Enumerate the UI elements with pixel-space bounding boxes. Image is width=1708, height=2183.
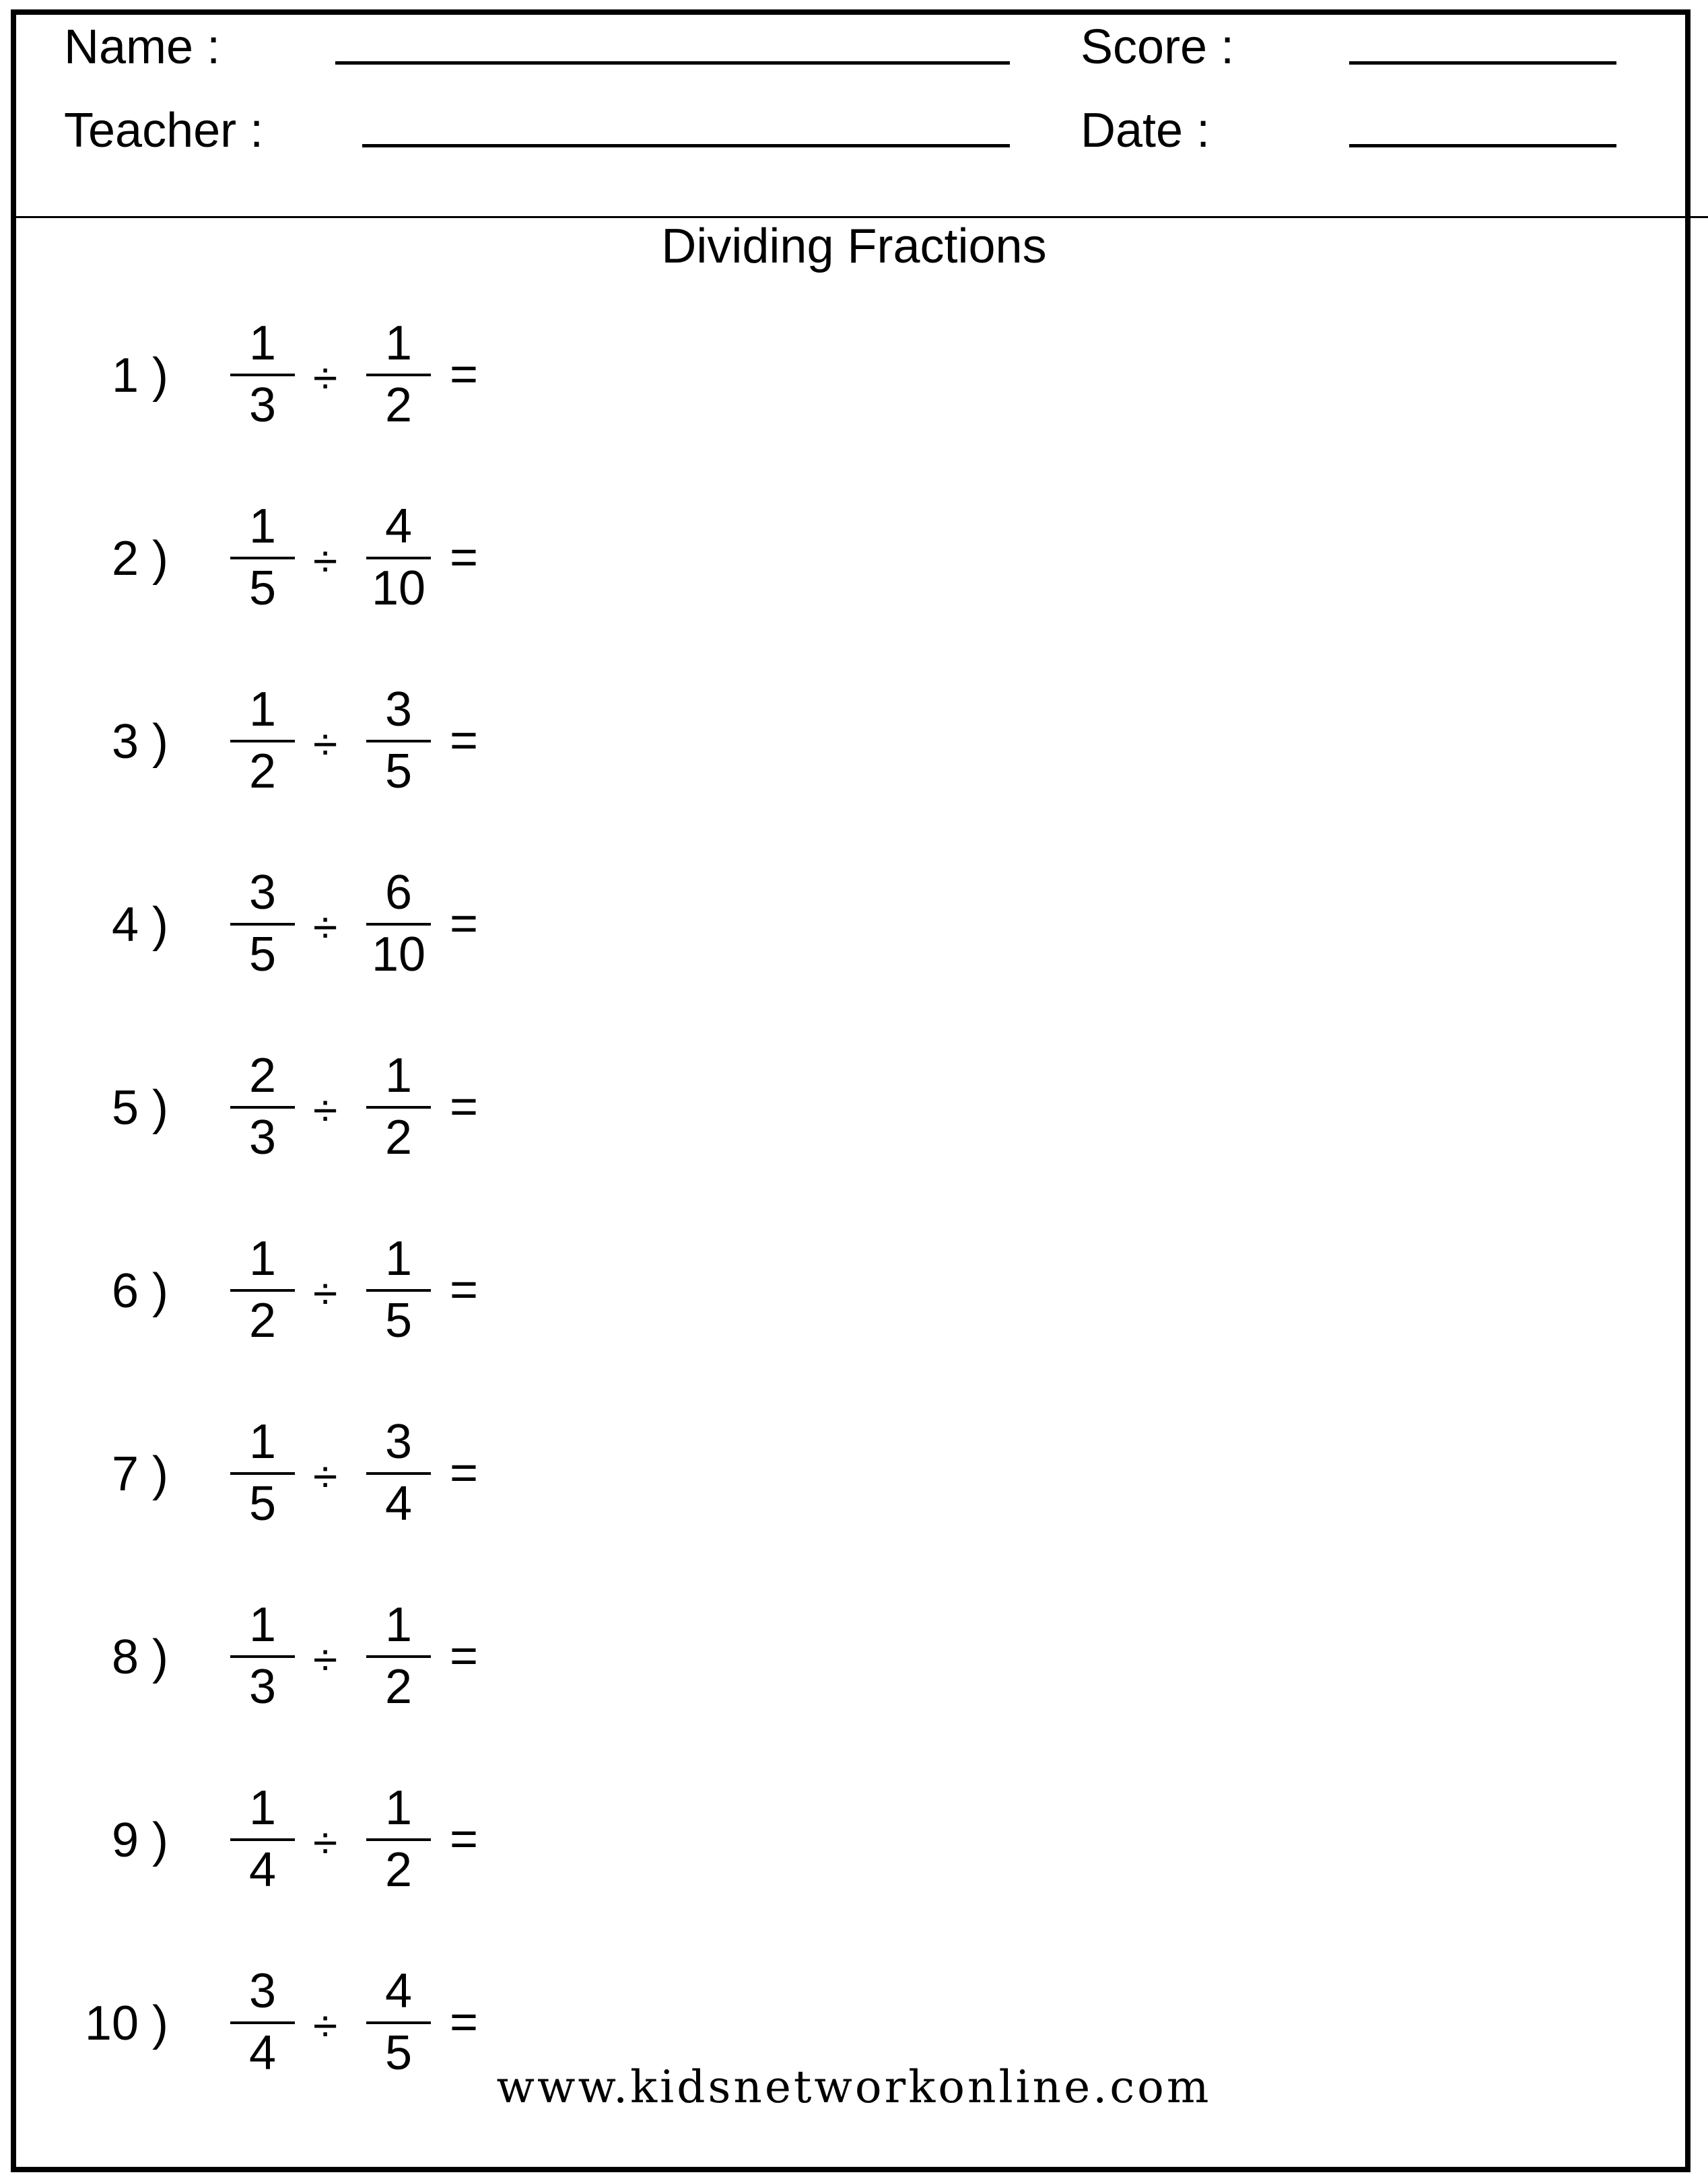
divisor-fraction	[366, 1776, 431, 1904]
problem-number: 7 )	[111, 1447, 168, 1501]
dividend-fraction	[230, 1593, 295, 1721]
dividend-fraction	[230, 860, 295, 988]
dividend-denominator: 4	[248, 2026, 277, 2080]
fraction-bar	[230, 1838, 295, 1841]
equals-sign: =	[450, 1812, 479, 1866]
divisor-denominator: 2	[384, 1111, 413, 1165]
problem-number: 4 )	[111, 898, 168, 952]
dividend-numerator: 1	[248, 1598, 277, 1652]
divisor-denominator: 4	[384, 1477, 413, 1531]
equals-sign: =	[450, 714, 479, 767]
dividend-denominator: 2	[248, 744, 277, 798]
divide-sign: ÷	[313, 2001, 338, 2050]
fraction-bar	[230, 1472, 295, 1475]
fraction-bar	[366, 1289, 431, 1292]
divide-sign: ÷	[313, 1817, 338, 1867]
problem-number: 6 )	[111, 1264, 168, 1318]
fraction-bar	[366, 1655, 431, 1658]
divisor-numerator: 1	[384, 1598, 413, 1652]
dividend-denominator: 5	[248, 928, 277, 981]
equals-sign: =	[450, 1080, 479, 1134]
problem-4	[0, 860, 606, 995]
problem-number: 10 )	[84, 1997, 168, 2050]
score-label: Score :	[1081, 20, 1235, 74]
fraction-bar	[230, 557, 295, 559]
divisor-numerator: 1	[384, 1232, 413, 1286]
divisor-denominator: 5	[384, 2026, 413, 2080]
equals-sign: =	[450, 897, 479, 950]
divisor-numerator: 6	[384, 866, 413, 920]
divisor-numerator: 4	[384, 1964, 413, 2018]
divide-sign: ÷	[313, 902, 338, 952]
fraction-bar	[230, 923, 295, 926]
problem-2	[0, 494, 606, 629]
dividend-denominator: 3	[248, 1111, 277, 1165]
divisor-denominator: 5	[384, 1294, 413, 1348]
dividend-denominator: 3	[248, 1660, 277, 1714]
dividend-fraction	[230, 677, 295, 805]
divide-sign: ÷	[313, 1268, 338, 1318]
equals-sign: =	[450, 347, 479, 401]
teacher-field[interactable]	[362, 144, 1010, 147]
divisor-fraction	[366, 1043, 431, 1171]
divisor-fraction	[366, 311, 431, 439]
problem-number: 9 )	[111, 1813, 168, 1867]
problem-number: 3 )	[111, 715, 168, 769]
teacher-label: Teacher :	[64, 104, 264, 158]
dividend-numerator: 3	[248, 1964, 277, 2018]
problem-8	[0, 1593, 606, 1727]
dividend-numerator: 2	[248, 1049, 277, 1103]
divisor-numerator: 1	[384, 316, 413, 370]
dividend-denominator: 5	[248, 561, 277, 615]
dividend-numerator: 3	[248, 866, 277, 920]
dividend-fraction	[230, 1776, 295, 1904]
fraction-bar	[230, 1289, 295, 1292]
divisor-fraction	[366, 1410, 431, 1537]
divisor-denominator: 2	[384, 1843, 413, 1897]
dividend-numerator: 1	[248, 1232, 277, 1286]
problem-number: 2 )	[111, 532, 168, 586]
divide-sign: ÷	[313, 536, 338, 586]
divisor-fraction	[366, 1593, 431, 1721]
dividend-numerator: 1	[248, 499, 277, 553]
fraction-bar	[230, 374, 295, 376]
divisor-numerator: 1	[384, 1049, 413, 1103]
dividend-denominator: 4	[248, 1843, 277, 1897]
divisor-fraction	[366, 677, 431, 805]
dividend-denominator: 2	[248, 1294, 277, 1348]
equals-sign: =	[450, 1446, 479, 1500]
fraction-bar	[230, 2021, 295, 2024]
divide-sign: ÷	[313, 353, 338, 403]
divisor-numerator: 4	[384, 499, 413, 553]
fraction-bar	[366, 557, 431, 559]
problem-number: 1 )	[111, 349, 168, 403]
equals-sign: =	[450, 1263, 479, 1317]
divisor-denominator: 2	[384, 378, 413, 432]
dividend-numerator: 1	[248, 1415, 277, 1469]
divide-sign: ÷	[313, 1451, 338, 1501]
equals-sign: =	[450, 1995, 479, 2049]
divisor-numerator: 3	[384, 1415, 413, 1469]
equals-sign: =	[450, 530, 479, 584]
divide-sign: ÷	[313, 1085, 338, 1135]
problem-9	[0, 1776, 606, 1910]
date-label: Date :	[1081, 104, 1210, 158]
dividend-numerator: 1	[248, 316, 277, 370]
header-divider	[13, 216, 1708, 218]
name-field[interactable]	[335, 61, 1010, 65]
equals-sign: =	[450, 1629, 479, 1683]
problem-6	[0, 1226, 606, 1361]
divisor-fraction	[366, 860, 431, 988]
divide-sign: ÷	[313, 719, 338, 769]
dividend-fraction	[230, 1226, 295, 1354]
fraction-bar	[366, 2021, 431, 2024]
divisor-denominator: 10	[371, 561, 426, 615]
date-field[interactable]	[1349, 144, 1616, 147]
dividend-fraction	[230, 1043, 295, 1171]
problem-number: 5 )	[111, 1081, 168, 1135]
problem-5	[0, 1043, 606, 1178]
fraction-bar	[366, 923, 431, 926]
worksheet-title: Dividing Fractions	[661, 219, 1047, 273]
dividend-fraction	[230, 311, 295, 439]
divisor-numerator: 1	[384, 1781, 413, 1835]
dividend-fraction	[230, 494, 295, 622]
divide-sign: ÷	[313, 1634, 338, 1684]
problem-number: 8 )	[111, 1630, 168, 1684]
fraction-bar	[366, 1838, 431, 1841]
divisor-denominator: 5	[384, 744, 413, 798]
fraction-bar	[366, 374, 431, 376]
dividend-denominator: 3	[248, 378, 277, 432]
problem-3	[0, 677, 606, 812]
dividend-denominator: 5	[248, 1477, 277, 1531]
fraction-bar	[366, 1472, 431, 1475]
dividend-fraction	[230, 1410, 295, 1537]
divisor-numerator: 3	[384, 683, 413, 736]
fraction-bar	[366, 740, 431, 742]
divisor-denominator: 2	[384, 1660, 413, 1714]
fraction-bar	[230, 1655, 295, 1658]
fraction-bar	[230, 1106, 295, 1109]
problem-1	[0, 311, 606, 446]
score-field[interactable]	[1349, 61, 1616, 65]
name-label: Name :	[64, 20, 221, 74]
divisor-fraction	[366, 494, 431, 622]
website-footer: www.kidsnetworkonline.com	[496, 2061, 1212, 2113]
problem-7	[0, 1410, 606, 1544]
fraction-bar	[366, 1106, 431, 1109]
fraction-bar	[230, 740, 295, 742]
divisor-denominator: 10	[371, 928, 426, 981]
dividend-numerator: 1	[248, 1781, 277, 1835]
dividend-numerator: 1	[248, 683, 277, 736]
divisor-fraction	[366, 1226, 431, 1354]
